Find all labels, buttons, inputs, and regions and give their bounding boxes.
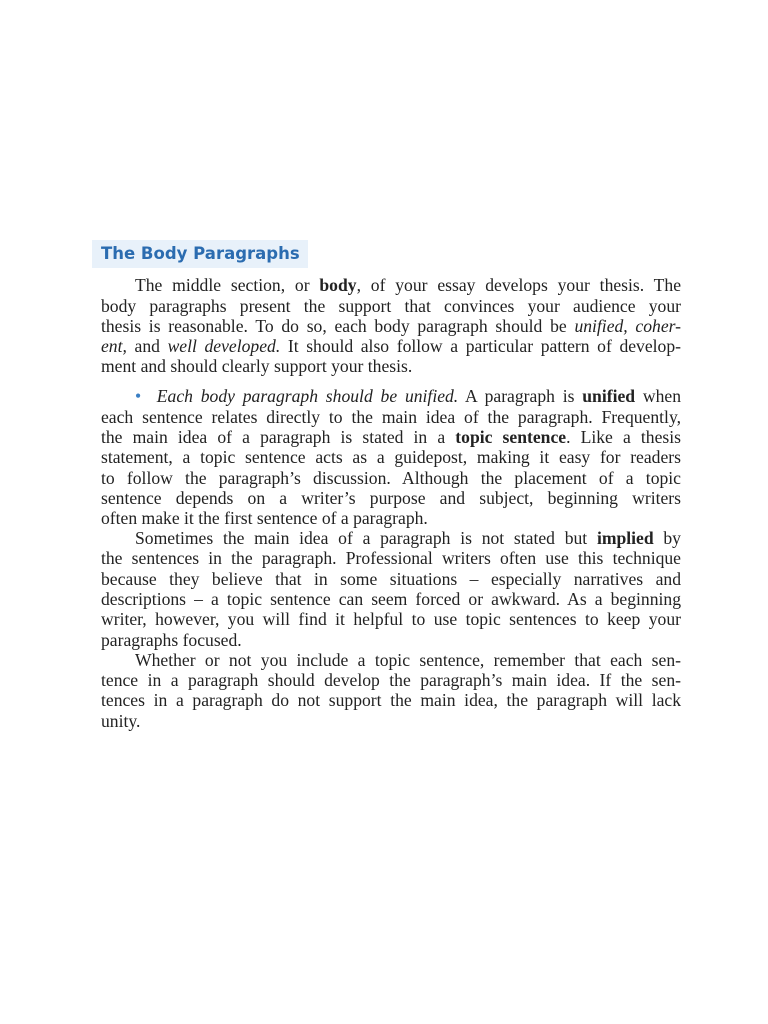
- paragraph-2-line-1: • Each body paragraph should be unified. A paragraph is unified when: [135, 386, 681, 406]
- paragraph-4-line-3: tences in a paragraph do not support the main idea, the paragraph will lack: [101, 690, 681, 710]
- paragraph-2-line-5: to follow the paragraph’s discussion. Although the placement of a topic: [101, 468, 681, 488]
- paragraph-4-line-2: tence in a paragraph should develop the paragraph’s main idea. If the sen-: [101, 670, 681, 690]
- paragraph-3-line-3: because they believe that in some situations – especially narratives and: [101, 569, 681, 589]
- paragraph-4-line-1: Whether or not you include a topic sentence, remember that each sen-: [135, 650, 681, 670]
- paragraph-1-line-1: The middle section, or body, of your essay develops your thesis. The: [135, 275, 682, 295]
- paragraph-3-line-4: descriptions – a topic sentence can seem forced or awkward. As a beginning: [101, 589, 681, 609]
- paragraph-3-line-6: paragraphs focused.: [101, 630, 242, 650]
- paragraph-2-line-7: often make it the first sentence of a paragraph.: [101, 508, 428, 528]
- paragraph-4-line-4: unity.: [101, 711, 141, 731]
- paragraph-1-line-5: ment and should clearly support your thesis.: [101, 356, 413, 376]
- paragraph-1-line-4: ent, and well developed. It should also follow a particular pattern of develop-: [101, 336, 682, 356]
- paragraph-3-line-2: the sentences in the paragraph. Professional writers often use this technique: [101, 548, 681, 568]
- bullet-icon: •: [135, 386, 142, 406]
- paragraph-3-line-5: writer, however, you will find it helpful to use topic sentences to keep your: [101, 609, 681, 629]
- section-heading: The Body Paragraphs: [101, 244, 300, 263]
- paragraph-2-line-6: sentence depends on a writer’s purpose and subject, beginning writers: [101, 488, 681, 508]
- paragraph-1-line-3: thesis is reasonable. To do so, each body paragraph should be unified, coher-: [101, 316, 682, 336]
- paragraph-2-line-2: each sentence relates directly to the main idea of the paragraph. Frequently,: [101, 407, 681, 427]
- paragraph-2-line-3: the main idea of a paragraph is stated in a topic sentence. Like a thesis: [101, 427, 681, 447]
- paragraph-1-line-2: body paragraphs present the support that convinces your audience your: [101, 296, 681, 316]
- paragraph-2-line-4: statement, a topic sentence acts as a guidepost, making it easy for readers: [101, 447, 681, 467]
- paragraph-3-line-1: Sometimes the main idea of a paragraph is not stated but implied by: [135, 528, 681, 548]
